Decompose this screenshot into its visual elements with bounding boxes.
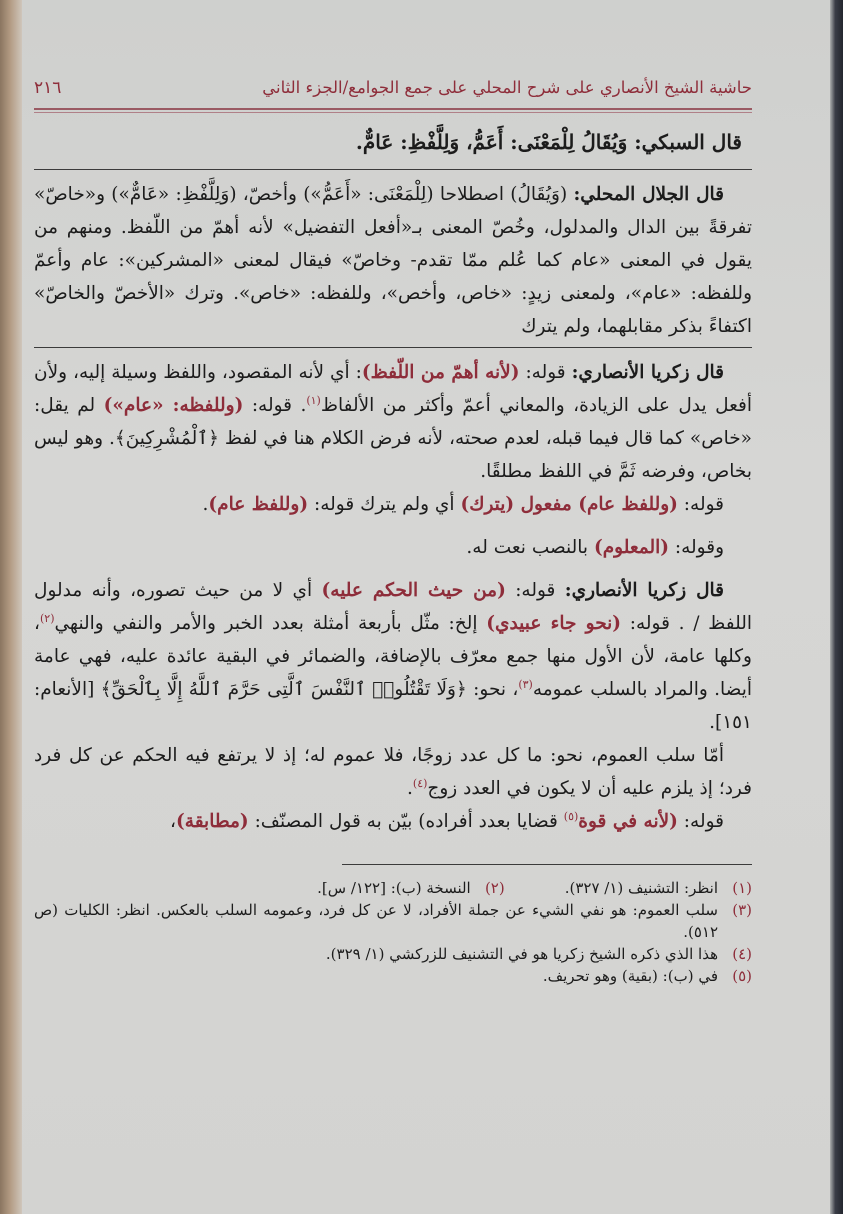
sharh-divider: [34, 347, 752, 348]
footnote-ref[interactable]: (٢): [39, 611, 55, 625]
matn-body: وَيُقَالُ لِلْمَعْنَى: أَعَمُّ، وَلِلَّفْظِ: عَامٌّ.: [355, 130, 628, 154]
hashiya-speaker: قال زكريا الأنصاري:: [571, 362, 725, 383]
footnote-text: النسخة (ب): [١٢٢/ س].: [317, 879, 471, 897]
footnote-number: (٤): [732, 945, 752, 963]
footnote-text: هذا الذي ذكره الشيخ زكريا هو في التشنيف للزركشي (١/ ٣٢٩).: [325, 945, 718, 963]
matn-text: [34, 113, 752, 165]
footnote-text: في (ب): (بقية) وهو تحريف.: [542, 967, 718, 985]
hashiya-block-1: [34, 356, 752, 488]
running-header: [34, 78, 752, 102]
book-gutter: [0, 0, 22, 1214]
commentary-text: ، وكلها عامة، لأن الأول منها جمع معرّف بالإضافة، والضمائر في البقية عائدة عليه، فهي عامة أيضا. والمراد بالسلب عمومه: [34, 613, 752, 700]
footnote-5: [34, 965, 752, 987]
footnote-3: [34, 899, 752, 943]
qawluh: وقوله:: [674, 537, 724, 558]
running-title: حاشية الشيخ الأنصاري على شرح المحلي على جمع الجوامع/الجزء الثاني: [262, 78, 752, 97]
hashiya-line-5: [34, 805, 752, 838]
commentary-text: أمّا سلب العموم، نحو: ما كل عدد زوجًا، فلا عموم له؛ إذ لا يرتفع فيه الحكم عن كل فرد فرد؛ إذ يلزم عليه أن لا يكون في العدد زوج: [34, 745, 752, 799]
hashiya-line-4: [34, 739, 752, 805]
qawluh: قوله:: [683, 494, 724, 515]
commentary-text: . قوله:: [251, 395, 307, 416]
qawluh: قوله:: [683, 811, 724, 832]
footnote-row-1-2: [34, 877, 752, 899]
commentary-text: لم يقل: «خاص» كما قال فيما قبله، لعدم صحته، لأنه فرض الكلام هنا في لفظ ﴿ٱلْمُشْرِكِينَ﴾. وهو ليس بخاص، وفرضه ثَمَّ في اللفظ مطلقًا.: [34, 395, 752, 482]
commentary-text: : أي لأنه المقصود، واللفظ وسيلة إليه، ولأن أفعل يدل على الزيادة، والمعاني أعمّ وأكثر من الألفاظ: [34, 362, 752, 416]
punctuation: ،: [170, 811, 177, 832]
footnotes: [34, 877, 752, 987]
footnote-4: [34, 943, 752, 965]
quoted-lemma: (نحو جاء عبيدي): [486, 613, 622, 634]
footnote-text: انظر: التشنيف (١/ ٣٢٧).: [564, 879, 718, 897]
quoted-lemma: (لأنه أهمّ من اللّفظ): [361, 362, 520, 383]
qawluh: قوله:: [525, 362, 566, 383]
hashiya-speaker: قال زكريا الأنصاري:: [564, 580, 724, 601]
footnote-2: [317, 877, 505, 899]
footnote-1: [565, 877, 752, 899]
page-content: [34, 78, 752, 987]
book-edge: [830, 0, 843, 1214]
commentary-text: أي لا من حيث تصوره، وأنه مدلول اللفظ / . قوله:: [34, 580, 752, 634]
book-page: [22, 0, 830, 1214]
hashiya-block-2: [34, 574, 752, 739]
footnote-number: (٣): [732, 901, 752, 919]
hashiya-line-3: [34, 531, 752, 564]
sharh-body: (وَيُقَالُ) اصطلاحا (لِلْمَعْنَى: «أَعَمُّ») وأخصّ، (وَلِلَّفْظِ: «عَامٌّ») و«خاصّ» تفرقةً بين الدال والمدلول، وخُصّ المعنى بـ«أفعل التفضيل» لأنه أهمّ من اللّفظ. ومنهم من يقول في المعنى «عام كما عُلم ممّا تقدم- وخاصّ» فيقال لمعنى «المشركين»: عام وأعمّ وللفظه: «عام»، ولمعنى زيدٍ: «خاص، وأخص»، وللفظه: «خاص». وترك «الأخصّ والخاصّ» اكتفاءً بذكر مقابلهما، ولم يترك: [34, 184, 752, 337]
footnote-ref[interactable]: (١): [306, 393, 321, 407]
footnote-number: (١): [732, 879, 752, 897]
quoted-lemma: (المعلوم): [593, 537, 669, 558]
footnote-ref[interactable]: (٥): [563, 809, 579, 823]
punctuation: .: [202, 494, 209, 515]
commentary-text: إلخ: مثّل بأربعة أمثلة بعدد الخبر والأمر والنفي والنهي: [54, 613, 478, 634]
footnote-divider: [342, 864, 752, 865]
quoted-lemma: (من حيث الحكم عليه): [321, 580, 506, 601]
commentary-text: أي ولم يترك قوله:: [314, 494, 455, 515]
hashiya-line-2: [34, 488, 752, 521]
footnote-ref[interactable]: (٤): [412, 776, 428, 790]
footnote-text: سلب العموم: هو نفي الشيء عن جملة الأفراد، لا عن كل فرد، وعمومه السلب بالعكس. انظر: الكليات (ص ٥١٢).: [34, 901, 718, 941]
quoted-lemma: (وللفظ عام): [208, 494, 309, 515]
punctuation: .: [407, 778, 413, 799]
matn-divider: [34, 169, 752, 170]
commentary-text: بالنصب نعت له.: [466, 537, 589, 558]
footnote-ref[interactable]: (٣): [518, 677, 533, 691]
quoted-lemma: (مطابقة): [176, 811, 249, 832]
commentary-text: قضايا بعدد أفراده) بيّن به قول المصنّف:: [254, 811, 558, 832]
quoted-lemma: (وللفظه: «عام»): [103, 395, 244, 416]
footnote-number: (٢): [484, 879, 505, 897]
quran-citation: ، نحو: ﴿وَلَا تَقْتُلُوا۟ ٱلنَّفْسَ ٱلَّتِى حَرَّمَ ٱللَّهُ إِلَّا بِٱلْحَقِّ﴾ [الأنعام: ١٥١].: [34, 679, 752, 733]
page-number: ٢١٦: [34, 78, 62, 98]
qawluh: قوله:: [515, 580, 556, 601]
footnote-number: (٥): [732, 967, 752, 985]
sharh-paragraph: [34, 178, 752, 343]
quoted-lemma: (لأنه في قوة: [578, 811, 678, 832]
sharh-speaker: قال الجلال المحلي:: [573, 184, 724, 205]
quoted-lemma: (وللفظ عام) مفعول (يترك): [460, 494, 678, 515]
matn-speaker: قال السبكي:: [634, 130, 742, 154]
